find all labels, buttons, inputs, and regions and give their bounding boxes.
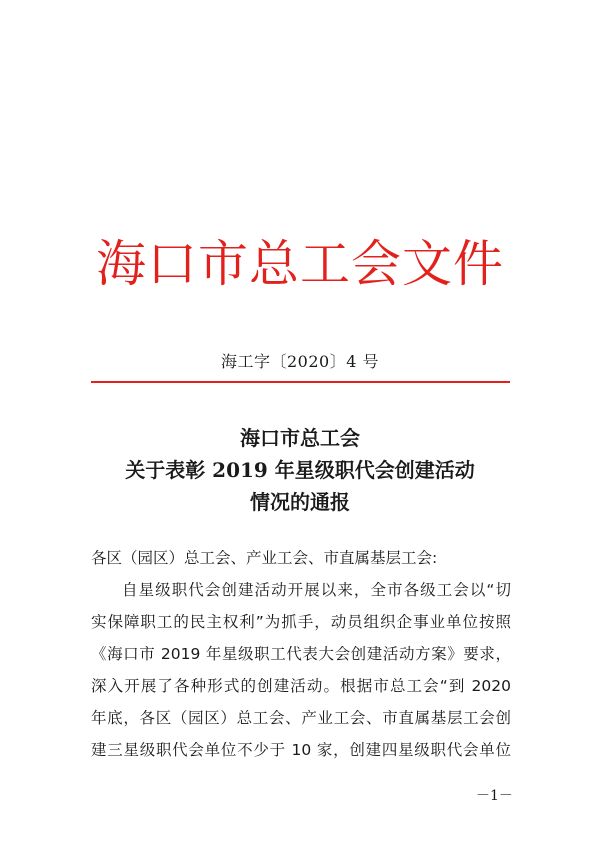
red-divider-line xyxy=(91,381,510,383)
body-line: 《海口市 2019 年星级职工代表大会创建活动方案》要求， xyxy=(91,645,511,663)
title-line-3: 情况的通报 xyxy=(250,490,350,514)
notice-title xyxy=(0,422,600,518)
body-line: 自星级职代会创建活动开展以来，全市各级工会以“切 xyxy=(122,581,511,599)
body-line: 年底，各区（园区）总工会、产业工会、市直属基层工会创 xyxy=(91,709,511,727)
body-line: 建三星级职代会单位不少于 10 家，创建四星级职代会单位 xyxy=(91,741,511,759)
masthead-title: 海口市总工会文件 xyxy=(96,235,504,293)
body-line: 实保障职工的民主权利”为抓手，动员组织企事业单位按照 xyxy=(91,613,511,631)
title-line-1: 海口市总工会 xyxy=(240,426,360,450)
salutation: 各区（园区）总工会、产业工会、市直属基层工会: xyxy=(91,549,438,567)
notice-body xyxy=(91,542,511,766)
page-number: －1－ xyxy=(476,788,513,804)
document-number: 海工字〔2020〕4 号 xyxy=(221,352,379,371)
body-line: 深入开展了各种形式的创建活动。根据市总工会“到 2020 xyxy=(91,677,511,695)
title-line-2: 关于表彰 2019 年星级职代会创建活动 xyxy=(125,458,475,482)
